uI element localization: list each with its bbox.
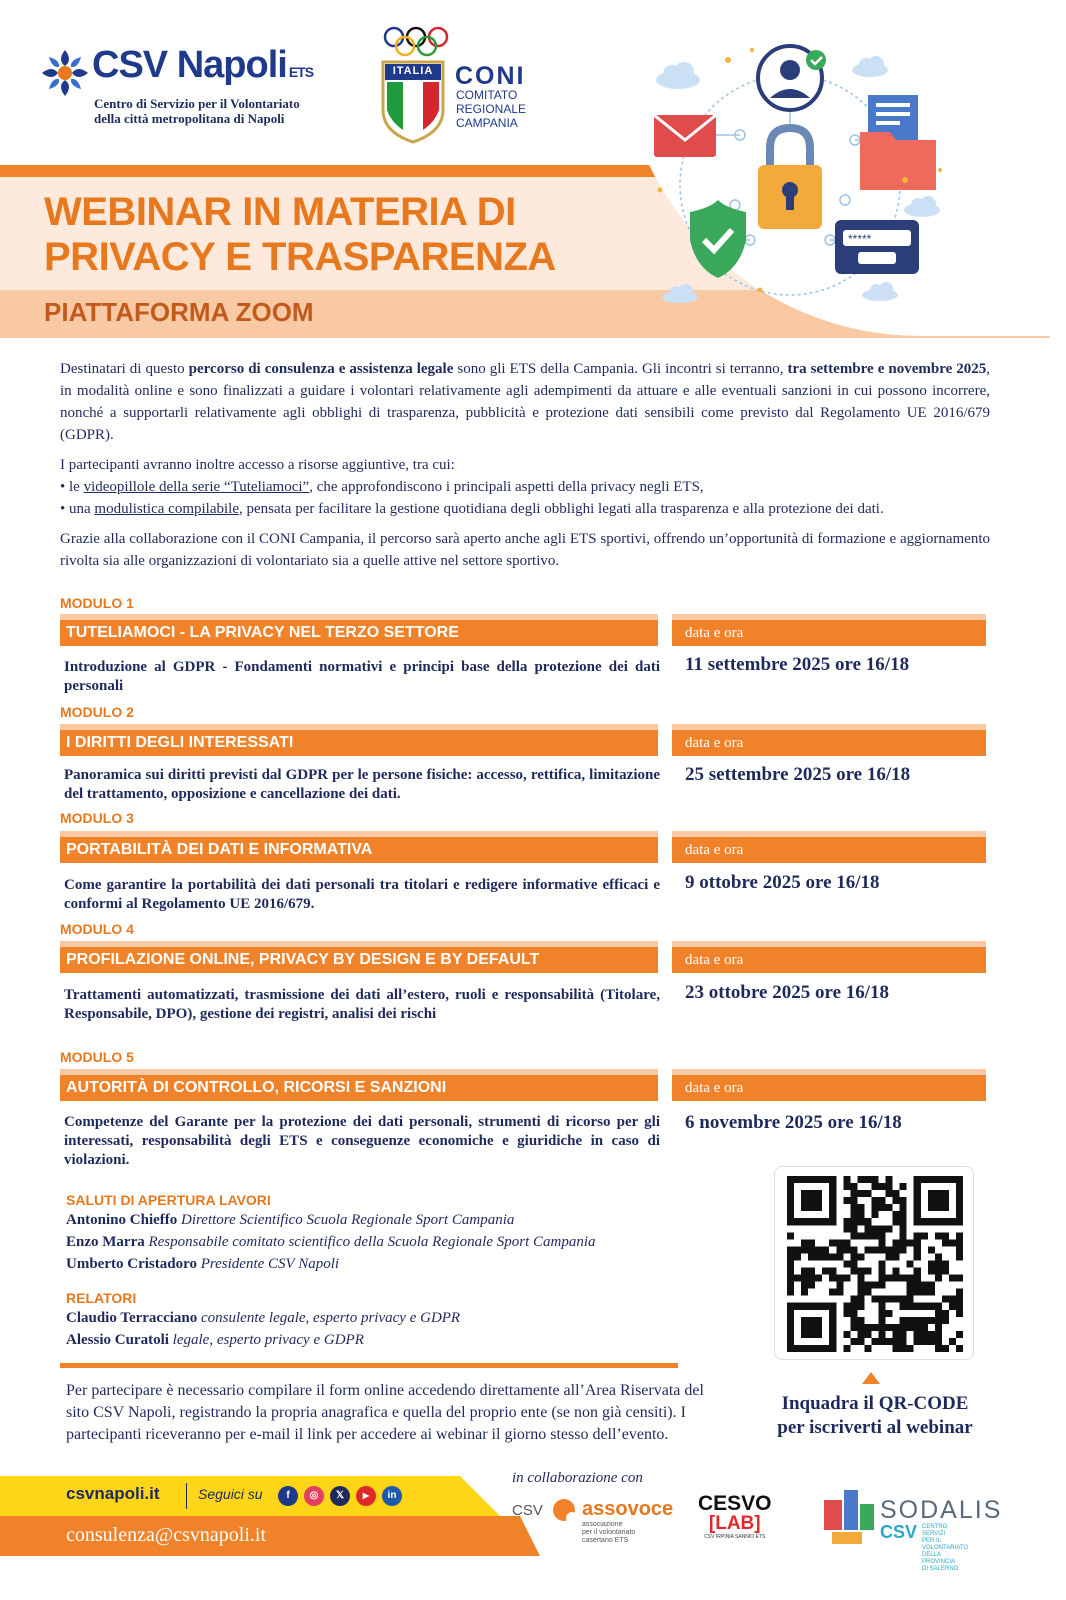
password-login-icon [835, 220, 919, 274]
facebook-icon[interactable]: f [278, 1486, 298, 1506]
cesvo-lab-logo: CESVO [LAB] CSV IRPINIA SANNIO ETS [698, 1492, 772, 1540]
modulistica-link[interactable]: modulistica compilabile [94, 501, 239, 517]
relatore-person: Claudio Terracciano consulente legale, esperto privacy e GDPR [66, 1310, 461, 1326]
module-1-date-label: data e ora [672, 620, 986, 646]
module-3-date-label: data e ora [672, 837, 986, 863]
registration-qr-code[interactable] [774, 1166, 974, 1360]
coni-shield-text: ITALIA [392, 65, 434, 77]
resource-bullet-videopillole: • le videopillole della serie “Tuteliamoci”, che approfondiscono i principali aspetti della privacy negli ETS, [60, 479, 704, 495]
website-link[interactable]: csvnapoli.it [66, 1484, 160, 1503]
module-4-description: Trattamenti automatizzati, trasmissione dei dati all’estero, ruoli e responsabilità (Titolare, Responsabile, DPO), gestione dei registri, analisi dei rischi [64, 987, 660, 1022]
saluti-person: Enzo Marra Responsabile comitato scientifico della Scuola Regionale Sport Campania [66, 1234, 596, 1250]
document-folder-icon [860, 95, 936, 190]
mail-icon [654, 115, 716, 157]
module-1-label: MODULO 1 [60, 595, 134, 611]
module-2-label: MODULO 2 [60, 704, 134, 720]
qr-caption: Inquadra il QR-CODE per iscriverti al webinar [777, 1393, 973, 1438]
coni-logo-subtitle: COMITATO REGIONALE CAMPANIA [456, 88, 527, 130]
intro-paragraph-2: I partecipanti avranno inoltre accesso a risorse aggiuntive, tra cui: • le videopillole della serie “Tuteliamoci”, che approfondiscono i principali aspetti della privacy negli ETS, • una modulistica compilabile, pensata per facilitare la gestione quotidiana degli obblighi legati alla trasparenza e alla protezione dei dati. [60, 454, 990, 520]
collaboration-label: in collaborazione con [512, 1470, 643, 1486]
shield-check-icon [690, 200, 746, 278]
module-4-date: 23 ottobre 2025 ore 16/18 [685, 982, 890, 1003]
security-illustration [640, 40, 950, 310]
module-1-description: Introduzione al GDPR - Fondamenti normativi e principi base della protezione dei dati personali [64, 659, 660, 694]
user-profile-icon [758, 46, 826, 110]
registration-instructions: Per partecipare è necessario compilare il form online accedendo direttamente all’Area Riservata del sito CSV Napoli, registrando la propria anagrafica e quella del proprio ente (se non già censiti). I partecipanti riceveranno per e-mail il link per accedere ai webinar il giorno stesso dell’evento. [66, 1382, 704, 1443]
module-3-label: MODULO 3 [60, 810, 134, 826]
olympic-rings-icon [382, 26, 450, 58]
padlock-icon [758, 128, 822, 229]
module-2-date-label: data e ora [672, 730, 986, 756]
relatori-heading: RELATORI [66, 1290, 137, 1306]
module-5-description: Competenze del Garante per la protezione dei dati personali, strumenti di ricorso per gli interessati, responsabilità degli ETS e conseguenze economiche e giuridiche in caso di violazioni. [64, 1114, 660, 1168]
instagram-icon[interactable]: ◎ [304, 1486, 324, 1506]
module-5-label: MODULO 5 [60, 1049, 134, 1065]
youtube-icon[interactable]: ▶ [356, 1486, 376, 1506]
module-2-title: I DIRITTI DEGLI INTERESSATI [60, 730, 658, 756]
module-2-date: 25 settembre 2025 ore 16/18 [685, 764, 911, 785]
saluti-heading: SALUTI DI APERTURA LAVORI [66, 1192, 271, 1208]
saluti-person: Antonino Chieffo Direttore Scientifico Scuola Regionale Sport Campania [66, 1212, 515, 1228]
page-title: WEBINAR IN MATERIA DI PRIVACY E TRASPARENZA [44, 190, 556, 279]
module-4-label: MODULO 4 [60, 921, 134, 937]
module-4-title: PROFILAZIONE ONLINE, PRIVACY BY DESIGN E BY DEFAULT [60, 947, 658, 973]
videopillole-link[interactable]: videopillole della serie “Tuteliamoci” [83, 479, 310, 495]
footer-divider [186, 1483, 187, 1509]
module-3-date: 9 ottobre 2025 ore 16/18 [685, 872, 880, 893]
module-1-title: TUTELIAMOCI - LA PRIVACY NEL TERZO SETTORE [60, 620, 658, 646]
x-icon[interactable]: 𝕏 [330, 1486, 350, 1506]
coni-italia-shield [381, 60, 445, 149]
intro-paragraph-3: Grazie alla collaborazione con il CONI Campania, il percorso sarà aperto anche agli ETS sportivi, offrendo un’opportunità di formazione e aggiornamento rivolta sia alle organizzazioni di volontariato sia a quelle attive nel settore sportivo. [60, 531, 990, 569]
csv-napoli-logo-text: CSV Napoli ETS [92, 44, 314, 86]
sodalis-logo: SODALIS CSV CENTRO SERVIZI PER IL VOLONTARIATO DELLA PROVINCIA DI SALERNO [818, 1482, 878, 1557]
module-5-date: 6 novembre 2025 ore 16/18 [685, 1112, 902, 1133]
module-3-title: PORTABILITÀ DEI DATI E INFORMATIVA [60, 837, 658, 863]
coni-logo-name: CONI [455, 62, 526, 90]
registration-separator [60, 1363, 678, 1368]
contact-email-link[interactable]: consulenza@csvnapoli.it [66, 1524, 267, 1546]
csv-napoli-logo-mark [40, 48, 90, 98]
saluti-person: Umberto Cristadoro Presidente CSV Napoli [66, 1256, 340, 1272]
qr-arrow-icon [862, 1372, 880, 1384]
intro-paragraph-1: Destinatari di questo percorso di consulenza e assistenza legale sono gli ETS della Campania. Gli incontri si terranno, tra settembre e novembre 2025, in modalità online e sono finalizzati a guidare i volontari relativamente agli adempimenti da attuare e alle eventuali sanzioni in cui possono incorrere, nonché a supportarli relativamente agli obblighi di trasparenza, pubblicità e protezione dati sensibili come previsto dal Regolamento UE 2016/679 (GDPR). [60, 361, 990, 443]
linkedin-icon[interactable]: in [382, 1486, 402, 1506]
assovoce-logo: CSV assovoce associazione per il volontariato casertano ETS [512, 1498, 674, 1544]
module-5-title: AUTORITÀ DI CONTROLLO, RICORSI E SANZIONI [60, 1075, 658, 1101]
module-2-description: Panoramica sui diritti previsti dal GDPR per le persone fisiche: accesso, rettifica, limitazione del trattamento, opposizione e cancellazione dei dati. [64, 767, 660, 802]
resource-bullet-modulistica: • una modulistica compilabile, pensata per facilitare la gestione quotidiana degli obblighi legati alla trasparenza e alla protezione dei dati. [60, 501, 884, 517]
module-5-date-label: data e ora [672, 1075, 986, 1101]
module-3-description: Come garantire la portabilità dei dati personali tra titolari e redigere informative efficaci e conformi al Regolamento UE 2016/679. [64, 877, 660, 912]
module-1-date: 11 settembre 2025 ore 16/18 [685, 654, 910, 675]
csv-napoli-subtitle: Centro di Servizio per il Volontariato della città metropolitana di Napoli [94, 96, 300, 126]
module-4-date-label: data e ora [672, 947, 986, 973]
page-subtitle: PIATTAFORMA ZOOM [44, 297, 314, 327]
relatore-person: Alessio Curatoli legale, esperto privacy e GDPR [66, 1332, 364, 1348]
svg-text:*****: ***** [848, 232, 872, 246]
follow-us-label: Seguici su [198, 1486, 263, 1502]
